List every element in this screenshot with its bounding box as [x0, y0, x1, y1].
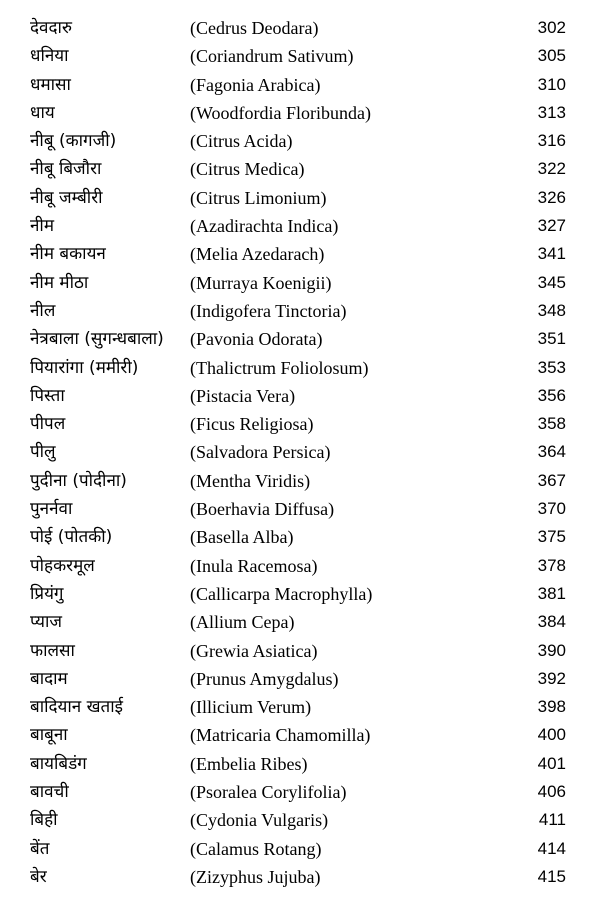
index-entry [0, 693, 600, 721]
page-number: 390 [537, 640, 566, 660]
index-entry [0, 240, 600, 268]
hindi-name: बायबिडंग [30, 753, 87, 774]
index-entry [0, 410, 600, 438]
index-list [0, 14, 600, 891]
page-number: 356 [537, 385, 566, 405]
page-number: 353 [537, 357, 566, 377]
botanical-name: (Cydonia Vulgaris) [190, 810, 329, 831]
index-entry [0, 99, 600, 127]
hindi-name: नीम मीठा [30, 272, 89, 293]
hindi-name: नेत्रबाला (सुगन्धबाला) [30, 329, 164, 350]
index-entry [0, 835, 600, 863]
page-number: 326 [537, 187, 566, 207]
botanical-name: (Ficus Religiosa) [190, 414, 314, 435]
page-number: 327 [537, 216, 566, 236]
page-number: 401 [537, 753, 566, 773]
index-entry [0, 523, 600, 551]
index-entry [0, 806, 600, 834]
page-number: 364 [537, 442, 566, 462]
hindi-name: पुदीना (पोदीना) [30, 470, 127, 491]
hindi-name: बाबूना [30, 725, 68, 746]
index-entry [0, 580, 600, 608]
botanical-name: (Mentha Viridis) [190, 470, 311, 491]
botanical-name: (Calamus Rotang) [190, 838, 322, 859]
botanical-name: (Melia Azedarach) [190, 244, 325, 265]
hindi-name: नीबू (कागजी) [30, 131, 117, 152]
hindi-name: पिस्ता [30, 385, 65, 406]
botanical-name: (Allium Cepa) [190, 612, 295, 633]
index-entry [0, 354, 600, 382]
hindi-name: नीबू बिजौरा [30, 159, 102, 180]
index-entry [0, 325, 600, 353]
page-number: 302 [537, 18, 566, 37]
index-entry [0, 184, 600, 212]
hindi-name: बावची [30, 782, 69, 803]
page-number: 310 [537, 74, 566, 94]
hindi-name: पोहकरमूल [30, 555, 95, 576]
page-number: 414 [537, 838, 566, 858]
hindi-name: बेर [30, 866, 47, 887]
page-number: 381 [537, 583, 566, 603]
hindi-name: बिही [30, 810, 58, 831]
botanical-name: (Azadirachta Indica) [190, 216, 339, 237]
hindi-name: नील [30, 300, 56, 321]
page-number: 348 [537, 300, 566, 320]
index-entry [0, 438, 600, 466]
hindi-name: धाय [30, 102, 55, 123]
index-entry [0, 382, 600, 410]
hindi-name: फालसा [30, 640, 75, 661]
botanical-name: (Citrus Acida) [190, 131, 293, 152]
page-number: 398 [537, 697, 566, 717]
hindi-name: धमासा [30, 74, 71, 95]
index-entry [0, 269, 600, 297]
botanical-name: (Coriandrum Sativum) [190, 46, 354, 67]
page-number: 378 [537, 555, 566, 575]
botanical-name: (Murraya Koenigii) [190, 272, 332, 293]
page-number: 400 [537, 725, 566, 745]
index-entry [0, 155, 600, 183]
page-number: 316 [537, 131, 566, 151]
index-entry [0, 750, 600, 778]
botanical-name: (Psoralea Corylifolia) [190, 782, 347, 803]
hindi-name: नीबू जम्बीरी [30, 187, 103, 208]
index-entry [0, 467, 600, 495]
page-number: 351 [537, 329, 566, 349]
index-entry [0, 863, 600, 891]
page-number: 313 [537, 102, 566, 122]
hindi-name: नीम [30, 216, 55, 237]
index-entry [0, 637, 600, 665]
botanical-name: (Citrus Limonium) [190, 187, 327, 208]
page-number: 345 [537, 272, 566, 292]
page-number: 358 [537, 414, 566, 434]
botanical-name: (Matricaria Chamomilla) [190, 725, 371, 746]
hindi-name: प्रियंगु [30, 583, 64, 604]
botanical-name: (Citrus Medica) [190, 159, 305, 180]
page-number: 322 [537, 159, 566, 179]
index-entry [0, 14, 600, 42]
botanical-name: (Pavonia Odorata) [190, 329, 323, 350]
botanical-name: (Thalictrum Foliolosum) [190, 357, 369, 378]
page-number: 341 [537, 244, 566, 264]
index-entry [0, 495, 600, 523]
botanical-name: (Cedrus Deodara) [190, 18, 319, 38]
botanical-name: (Woodfordia Floribunda) [190, 102, 372, 123]
botanical-name: (Boerhavia Diffusa) [190, 499, 335, 520]
hindi-name: प्याज [30, 612, 62, 633]
hindi-name: बेंत [30, 838, 50, 859]
botanical-name: (Illicium Verum) [190, 697, 312, 718]
botanical-name: (Indigofera Tinctoria) [190, 300, 347, 321]
botanical-name: (Fagonia Arabica) [190, 74, 321, 95]
botanical-name: (Grewia Asiatica) [190, 640, 318, 661]
page-number: 406 [537, 782, 566, 802]
hindi-name: धनिया [30, 46, 69, 67]
hindi-name: पीलु [30, 442, 56, 463]
page-number: 384 [537, 612, 566, 632]
hindi-name: पुनर्नवा [30, 499, 73, 520]
hindi-name: पोई (पोतकी) [30, 527, 113, 548]
hindi-name: पियारांगा (ममीरी) [30, 357, 139, 378]
hindi-name: देवदारु [30, 18, 73, 38]
page-number: 367 [537, 470, 566, 490]
botanical-name: (Basella Alba) [190, 527, 294, 548]
index-entry [0, 608, 600, 636]
page-number: 392 [537, 668, 566, 688]
index-entry [0, 778, 600, 806]
page-number: 370 [537, 499, 566, 519]
botanical-name: (Zizyphus Jujuba) [190, 866, 321, 887]
page-number: 305 [537, 46, 566, 66]
botanical-name: (Inula Racemosa) [190, 555, 318, 576]
hindi-name: नीम बकायन [30, 244, 106, 265]
hindi-name: पीपल [30, 414, 66, 435]
botanical-name: (Pistacia Vera) [190, 385, 296, 406]
hindi-name: बादियान खताई [30, 697, 123, 718]
botanical-name: (Callicarpa Macrophylla) [190, 583, 373, 604]
index-entry [0, 552, 600, 580]
index-entry [0, 721, 600, 749]
hindi-name: बादाम [30, 668, 68, 689]
page-number: 415 [537, 866, 566, 886]
page-number: 411 [538, 810, 566, 830]
page-number: 375 [537, 527, 566, 547]
index-entry [0, 212, 600, 240]
index-entry [0, 127, 600, 155]
index-entry [0, 42, 600, 70]
botanical-name: (Prunus Amygdalus) [190, 668, 339, 689]
botanical-name: (Salvadora Persica) [190, 442, 331, 463]
botanical-name: (Embelia Ribes) [190, 753, 308, 774]
index-entry [0, 665, 600, 693]
index-entry [0, 71, 600, 99]
index-entry [0, 297, 600, 325]
